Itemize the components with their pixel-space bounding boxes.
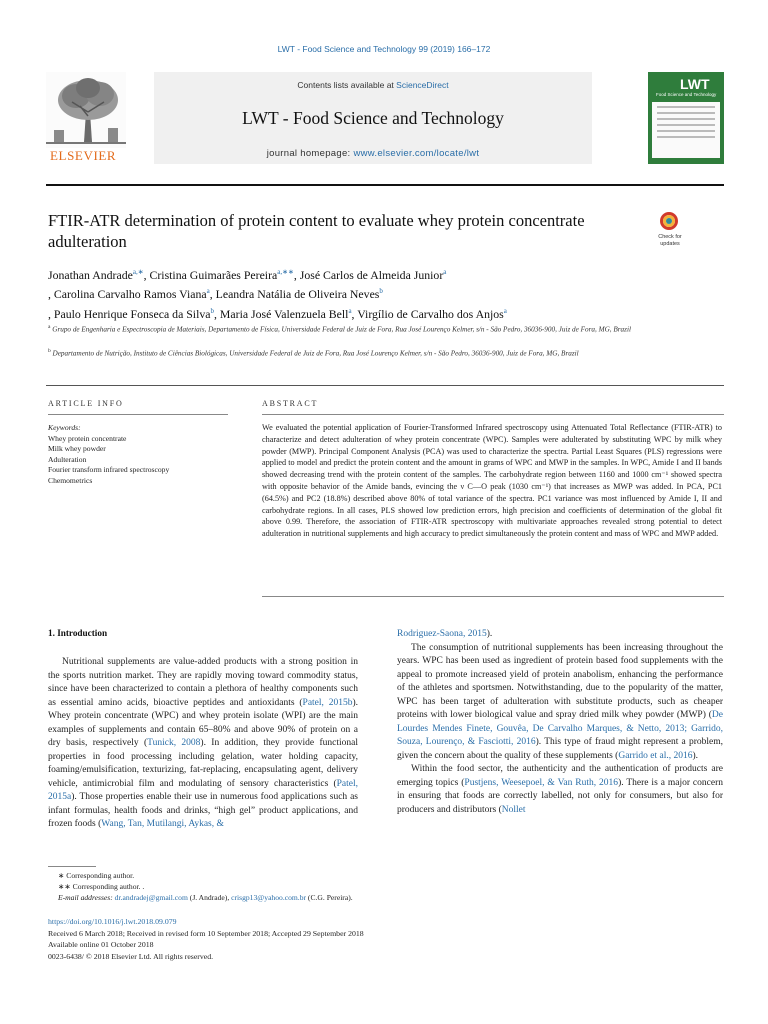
abstract-heading: ABSTRACT [262,399,319,408]
keyword-item: Milk whey powder [48,444,106,454]
citation-link[interactable]: Pustjens, Weesepoel, & Van Ruth, 2016 [464,777,619,788]
cover-subtitle: Food Science and Technology [656,92,717,97]
journal-masthead [154,72,592,164]
citation-link[interactable]: De Lourdes Mendes Finete, Gouvêa, De Carvalho Marques, & Netto, 2013; Garrido, Souza, Lourenço, & Fasciotti, 2016 [397,710,723,747]
author-name[interactable]: Jonathan Andrade [48,267,133,282]
elsevier-wordmark: ELSEVIER [50,148,117,163]
email-addresses: E-mail addresses: dr.andradej@gmail.com (J. Andrade), crisgp13@yahoo.com.br (C.G. Pereira). [58,893,353,902]
author-list [48,264,688,322]
header-divider [46,184,724,186]
author-name[interactable]: , Paulo Henrique Fonseca da Silva [48,306,211,321]
check-for-updates-badge[interactable] [652,212,688,258]
tree-icon [46,72,126,148]
author-name[interactable]: , Carolina Carvalho Ramos Viana [48,287,207,302]
received-dates: Received 6 March 2018; Received in revised form 10 September 2018; Accepted 29 September 2018 [48,928,364,938]
contents-prefix: Contents lists available at [297,80,397,90]
footnotes [48,870,608,903]
crossmark-label: Check for updates [658,234,682,247]
journal-reference-link[interactable]: LWT - Food Science and Technology 99 (2019) 166–172 [277,44,491,54]
author-affiliation-mark[interactable]: a [443,268,447,276]
corresponding-author-note: ∗∗ Corresponding author. . [58,882,145,891]
body-column-left [48,656,358,832]
intro-paragraph-continued: Rodriguez-Saona, 2015). [397,629,493,639]
homepage-prefix: journal homepage: [266,148,354,159]
citation-link[interactable]: Patel, 2015a [48,778,358,802]
author-affiliation-mark[interactable]: b [210,306,215,315]
affiliation-label: b [48,348,51,354]
affiliation-a [48,322,640,335]
abstract-text: We evaluated the potential application of Fourier-Transformed Infrared spectroscopy using Attenuated Total Reflectance (FTIR-ATR) to characterize and detect adulteration of whey protein concentrate (WPC). Samples were adulterated by substituting WPC by milk whey powder (MWP). Principal Component Analysis (PCA) was used to characterize the spectra. Partial Least Squares (PLS) regressions were applied to model and predict the protein content and the amount in grams of WPC and MWP in the samples. In WPC, Amide I and II bands showed decreasing trend with the protein content of the samples. The carbohydrate region between 1160 and 1000 cm⁻¹ showed spectra with opposite behavior of the Amide bands, evincing the ν C—O peak (1030 cm⁻¹) that increases as MWP was added. In PCA, PC1 (64.5%) and PC2 (18.8%) described above 80% of total variance of the spectra. PC1 variance was most influenced by Amide I, II and carbohydrate regions. In all cases, PLS showed low prediction errors, high precision and coefficients of determination of the global fit above 0.99. Therefore, the association of FTIR-ATR spectroscopy with multivariate approaches revealed strong potential to detect adulteration in nutritional supplements and high accuracy to predict simultaneously the protein content and mass of WPC and MWP added. [262,423,722,539]
author-affiliation-mark[interactable]: a [503,306,507,315]
sciencedirect-link[interactable]: ScienceDirect [396,80,449,90]
intro-paragraph: Nutritional supplements are value-added products with a strong position in the sports nutrition market. They are rapidly moving toward commodity status, since have been characterized to contain a plethora of healthy components such as essential amino acids, bioactive peptides and antioxidants (Patel, 2015b). Whey protein concentrate (WPC) and whey protein isolate (WPI) are the main examples of supplements and contain 65–80% and above 90% of protein on a dry basis, respectively (Tunick, 2008). In addition, they provide functional properties in food processing including gelation, water holding capacity, foaming/emulsification, texturizing, fat-replacing, encapsulating agent, delivery vehicle, antimicrobial film and modulating of sensory characteristics (Patel, 2015a). Those properties enable their use in numerous food applications such as infant formulas, health foods and drinks, “high gel” product applications, and frozen foods (Wang, Tan, Mutilangi, Aykas, & [48,657,359,829]
intro-paragraph: The consumption of nutritional supplements has been increasing throughout the years. WPC has been used as ingredient of protein based food supplements with the appeal to promote increased yield of protein anabolism, enhancing the performance of the athletes and sportsmen. Notwithstanding, due to the popularity of the matter, WPC has been target of adulteration with substitute products, such as cheaper proteins with lower biological value and spray dried milk whey powder (MWP) (De Lourdes Mendes Finete, Gouvêa, De Carvalho Marques, & Netto, 2013; Garrido, Souza, Lourenço, & Fasciotti, 2016). This type of fraud might represent a problem, given the concern about the quality of these supplements (Garrido et al., 2016). [397,642,723,761]
affiliation-b [48,346,640,359]
keyword-item: Fourier transform infrared spectroscopy [48,465,170,475]
author-name[interactable]: , Virgílio de Carvalho dos Anjos [351,306,504,321]
citation-link[interactable]: Garrido et al., 2016 [618,750,693,761]
citation-link[interactable]: Patel, 2015b [302,697,353,708]
author-affiliation-mark[interactable]: a,∗ [132,268,144,276]
abstract-bottom-divider [262,596,724,597]
contents-line [154,80,592,90]
body-column-right [397,628,723,817]
email-link[interactable]: crisgp13@yahoo.com.br [231,893,307,902]
author-affiliation-mark[interactable]: a [206,287,210,296]
keywords-block [48,423,228,487]
abstract-divider [262,414,724,415]
author-affiliation-mark[interactable]: b [379,287,383,296]
keyword-item: Whey protein concentrate [48,433,127,443]
affiliation-divider [46,385,724,386]
intro-paragraph: Within the food sector, the authenticity and the authentication of products are emerging topics (Pustjens, Weesepoel, & Van Ruth, 2016). There is a major concern in ensuring that foods are correctly labelled, not only for consumers, but also for producers and distributors (Nollet [397,764,723,815]
citation-link[interactable]: Nollet [501,804,526,815]
author-name[interactable]: , Maria José Valenzuela Bell [214,306,349,321]
author-name[interactable]: , Cristina Guimarães Pereira [143,267,278,282]
article-info-heading: ARTICLE INFO [48,399,124,408]
author-name[interactable]: , José Carlos de Almeida Junior [293,267,444,282]
introduction-heading: 1. Introduction [48,628,108,638]
corresponding-author-note: ∗ Corresponding author. [58,871,135,880]
keyword-item: Adulteration [48,454,87,464]
article-info-divider [48,414,228,415]
citation-link[interactable]: Rodriguez-Saona, 2015 [397,629,487,639]
homepage-line [154,148,592,159]
article-title: FTIR-ATR determination of protein content to evaluate whey protein concentrate adulteration [48,211,585,251]
citation-link[interactable]: Tunick, 2008 [147,738,201,748]
elsevier-tree-logo [46,72,126,164]
author-affiliation-mark[interactable]: a [348,306,352,315]
cover-title: LWT [680,76,710,92]
homepage-link[interactable]: www.elsevier.com/locate/lwt [353,148,480,159]
citation-link[interactable]: Wang, Tan, Mutilangi, Aykas, & [101,819,224,829]
email-link[interactable]: dr.andradej@gmail.com [114,893,188,902]
cover-contents [652,102,720,158]
journal-title: LWT - Food Science and Technology [242,108,504,128]
journal-reference[interactable] [0,44,768,54]
author-affiliation-mark[interactable]: a,∗∗ [277,268,294,276]
publication-info [48,916,608,962]
available-online-date: Available online 01 October 2018 [48,940,154,949]
keyword-item: Chemometrics [48,475,93,485]
author-name[interactable]: , Leandra Natália de Oliveira Neves [209,287,380,302]
affiliation-label: a [48,324,51,330]
journal-cover-thumbnail [648,72,724,164]
keywords-label: Keywords: [48,423,81,432]
affiliation-text: Grupo de Engenharia e Espectroscopia de Materiais, Departamento de Física, Universidade Federal de Juiz de Fora, Rua José Lourenço Kelmer, s/n - São Pedro, 36036-900, Juiz de Fora, MG, Brazil [50,325,631,334]
footnote-divider [48,866,96,867]
affiliation-text: Departamento de Nutrição, Instituto de Ciências Biológicas, Universidade Federal de Juiz de Fora, Rua José Lourenço Kelmer, s/n - São Pedro, 36036-900, Juiz de Fora, MG, Brazil [50,349,579,358]
doi-link[interactable]: https://doi.org/10.1016/j.lwt.2018.09.079 [48,917,177,926]
copyright-notice: 0023-6438/ © 2018 Elsevier Ltd. All rights reserved. [48,951,214,961]
journal-header [46,72,724,184]
